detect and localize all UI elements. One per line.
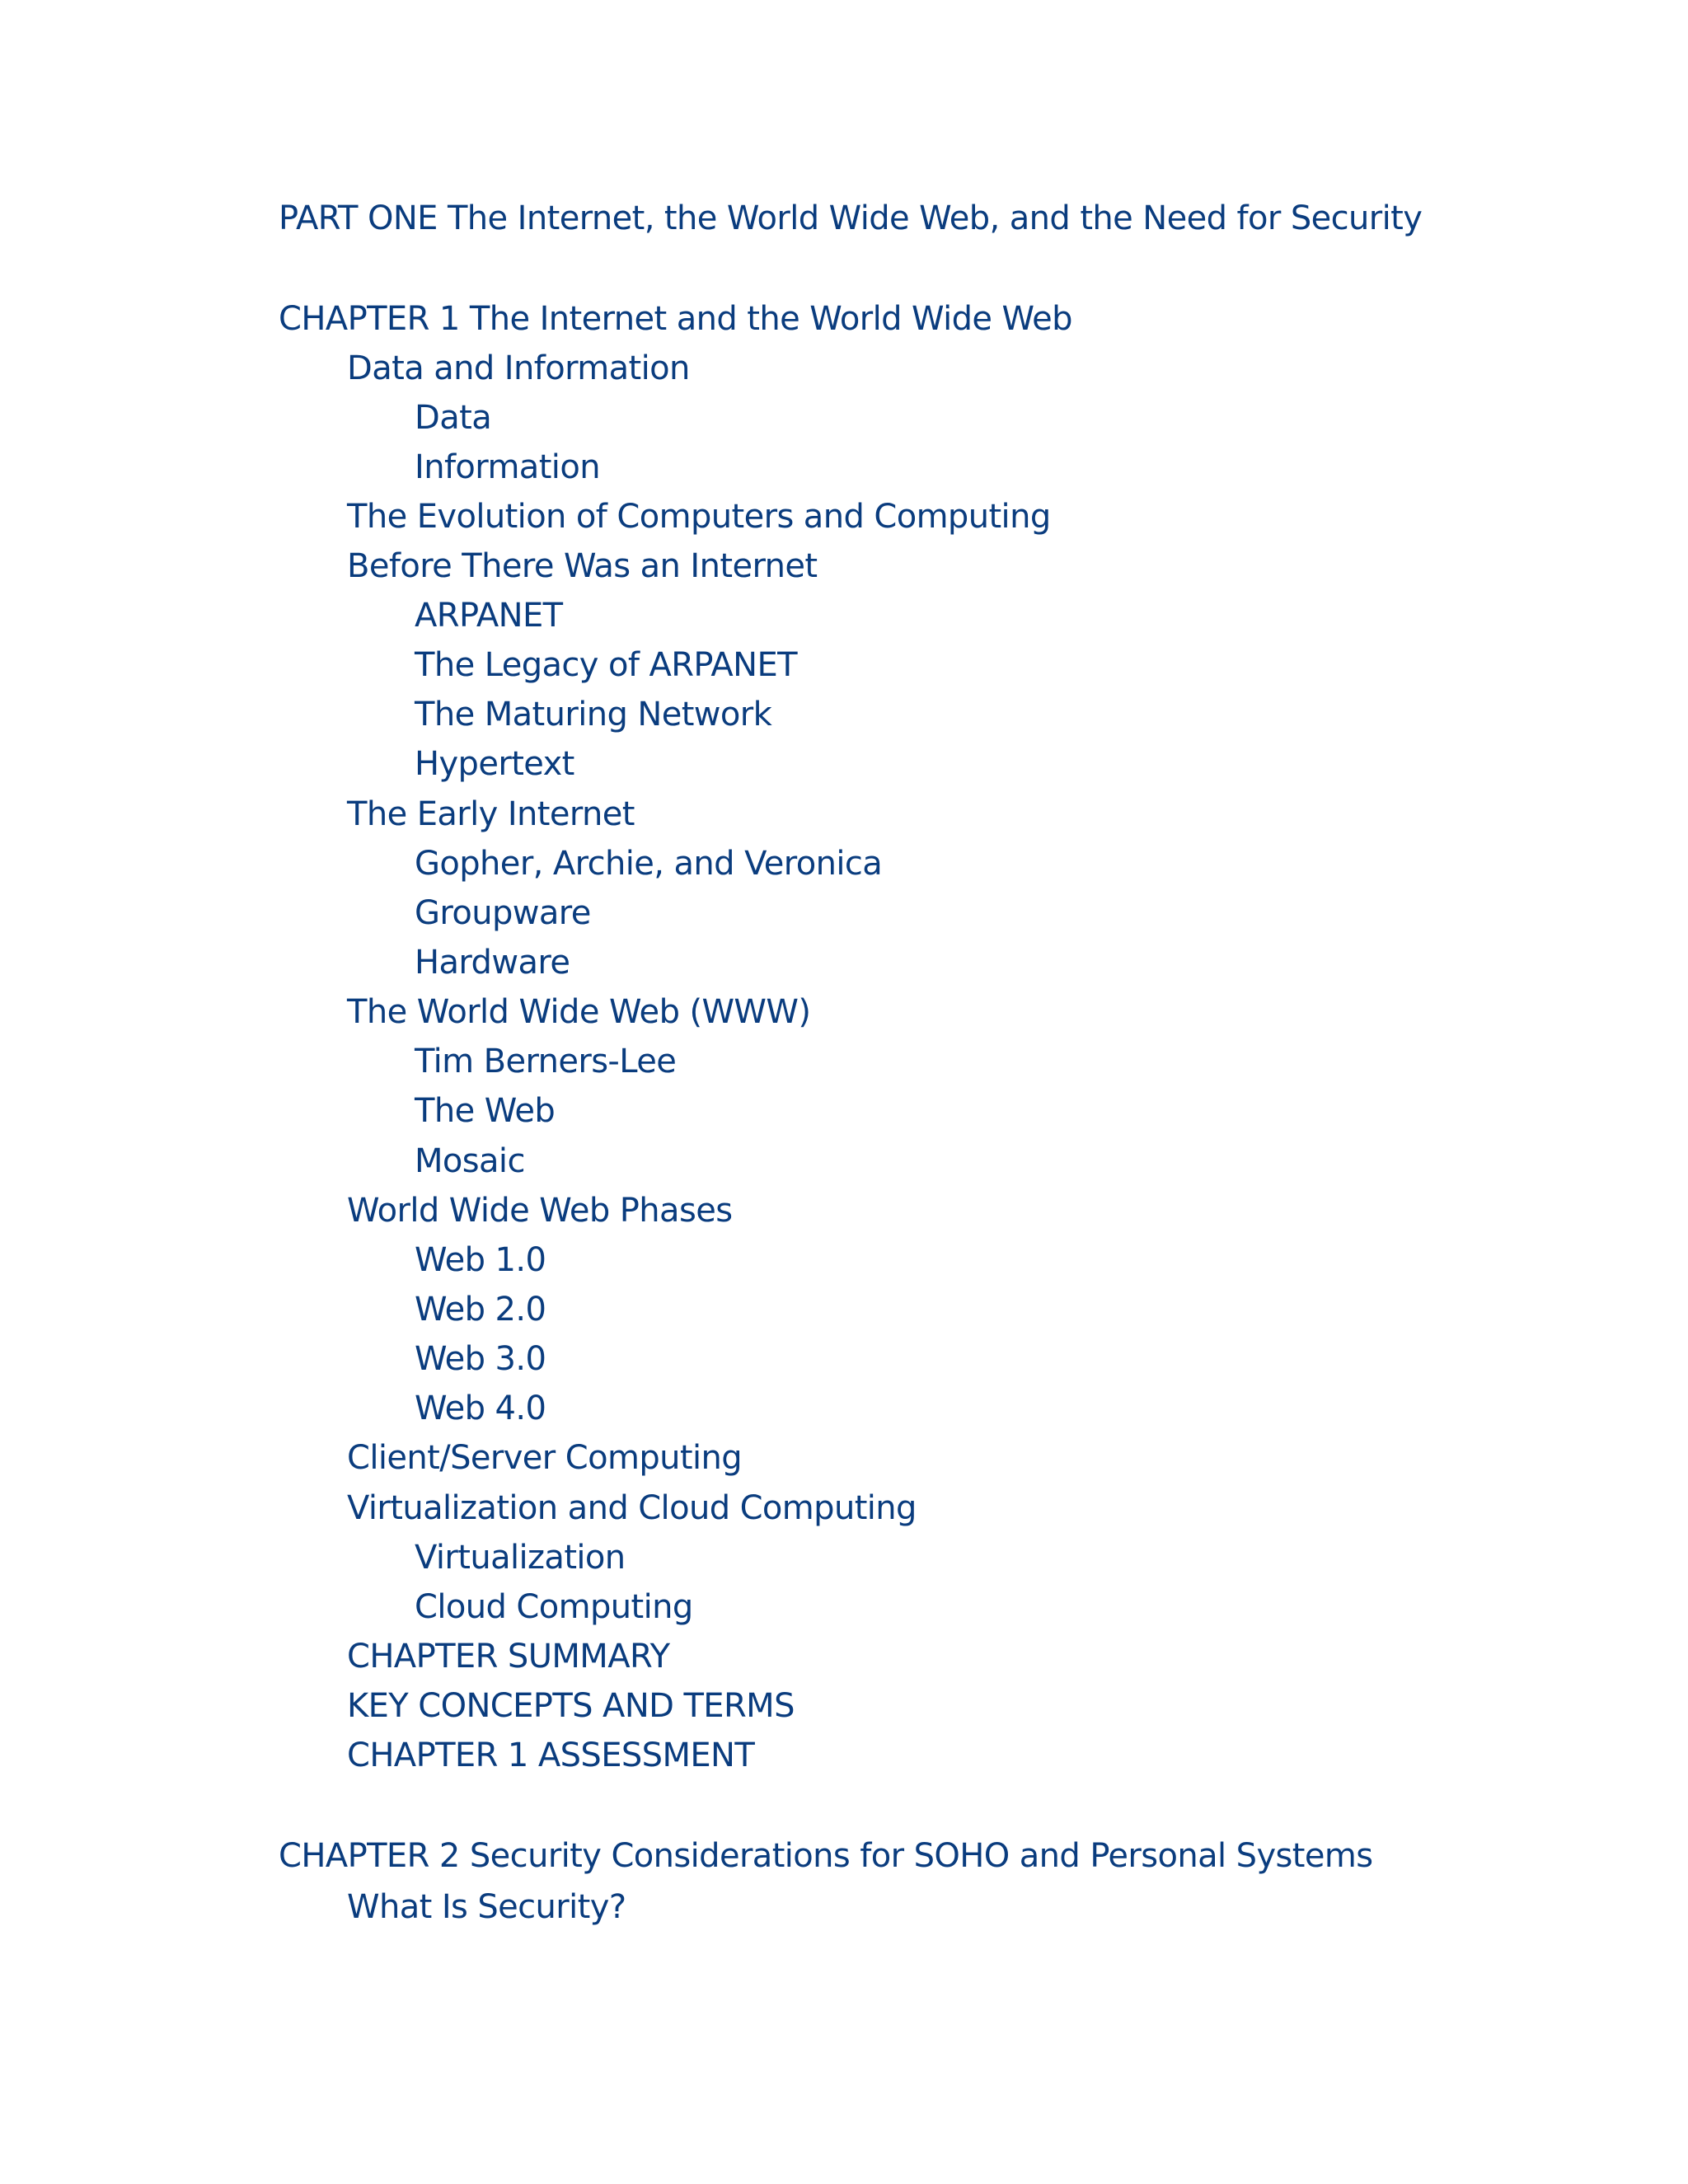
toc-entry-groupware[interactable]: Groupware xyxy=(415,894,591,932)
toc-entry-virt-cloud[interactable]: Virtualization and Cloud Computing xyxy=(347,1489,917,1527)
toc-entry-maturing-network[interactable]: The Maturing Network xyxy=(415,696,772,733)
chapter-1-heading[interactable]: CHAPTER 1 The Internet and the World Wide Web xyxy=(279,300,1072,338)
toc-entry-legacy-arpanet[interactable]: The Legacy of ARPANET xyxy=(415,646,797,684)
toc-entry-hypertext[interactable]: Hypertext xyxy=(415,745,574,783)
toc-entry-before-internet[interactable]: Before There Was an Internet xyxy=(347,547,818,585)
toc-entry-mosaic[interactable]: Mosaic xyxy=(415,1142,525,1180)
toc-entry-cloud-computing[interactable]: Cloud Computing xyxy=(415,1588,693,1626)
toc-entry-berners-lee[interactable]: Tim Berners-Lee xyxy=(415,1043,677,1080)
toc-entry-data[interactable]: Data xyxy=(415,399,492,437)
toc-entry-early-internet[interactable]: The Early Internet xyxy=(347,795,635,833)
toc-entry-virtualization[interactable]: Virtualization xyxy=(415,1539,626,1577)
toc-entry-the-web[interactable]: The Web xyxy=(415,1092,556,1130)
toc-entry-client-server[interactable]: Client/Server Computing xyxy=(347,1439,743,1477)
toc-entry-hardware[interactable]: Hardware xyxy=(415,944,570,982)
toc-entry-www-phases[interactable]: World Wide Web Phases xyxy=(347,1192,733,1230)
toc-entry-web-1[interactable]: Web 1.0 xyxy=(415,1241,546,1279)
toc-entry-gopher[interactable]: Gopher, Archie, and Veronica xyxy=(415,845,883,883)
toc-entry-what-is-security[interactable]: What Is Security? xyxy=(347,1888,626,1926)
chapter-2-heading[interactable]: CHAPTER 2 Security Considerations for SOHO and Personal Systems xyxy=(279,1837,1373,1875)
toc-entry-information[interactable]: Information xyxy=(415,448,600,486)
toc-entry-web-4[interactable]: Web 4.0 xyxy=(415,1390,546,1427)
toc-entry-chapter-summary[interactable]: CHAPTER SUMMARY xyxy=(347,1638,670,1675)
toc-entry-web-3[interactable]: Web 3.0 xyxy=(415,1340,546,1378)
toc-entry-arpanet[interactable]: ARPANET xyxy=(415,597,563,635)
toc-entry-evolution[interactable]: The Evolution of Computers and Computing xyxy=(347,498,1051,536)
part-one-heading[interactable]: PART ONE The Internet, the World Wide Web, and the Need for Security xyxy=(279,199,1423,237)
toc-entry-chapter-1-assessment[interactable]: CHAPTER 1 ASSESSMENT xyxy=(347,1736,755,1774)
toc-entry-www[interactable]: The World Wide Web (WWW) xyxy=(347,993,811,1031)
toc-entry-key-concepts[interactable]: KEY CONCEPTS AND TERMS xyxy=(347,1687,795,1725)
toc-entry-web-2[interactable]: Web 2.0 xyxy=(415,1291,546,1329)
toc-entry-data-and-information[interactable]: Data and Information xyxy=(347,349,690,387)
